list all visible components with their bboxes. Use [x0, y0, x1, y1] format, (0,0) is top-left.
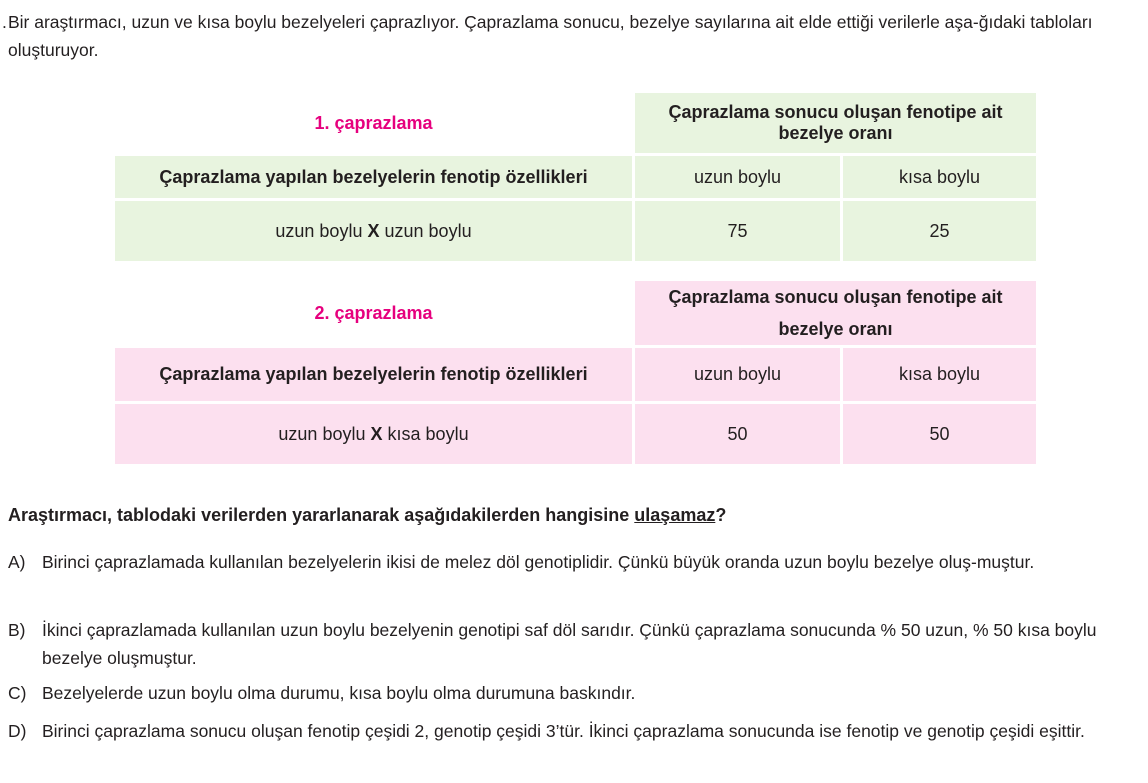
option-a[interactable]	[8, 548, 1144, 576]
intro-marker: .	[2, 12, 7, 32]
question-mark: ?	[715, 505, 727, 525]
option-b[interactable]	[8, 616, 1144, 672]
intro-text: Bir araştırmacı, uzun ve kısa boylu bezelyeleri çaprazlıyor. Çaprazlama sonucu, bezelye sayılarına ait elde ettiği verilerle aşa-ğıdaki tabloları oluşturuyor.	[8, 12, 1093, 60]
cross-sign: X	[370, 423, 383, 444]
option-text: Birinci çaprazlamada kullanılan bezelyelerin ikisi de melez döl genotiplidir. Çünkü büyük oranda uzun boylu bezelye oluş-muştur.	[42, 552, 1035, 572]
option-letter: A)	[8, 552, 26, 572]
cross-table-2	[112, 278, 1039, 467]
option-letter: D)	[8, 721, 27, 741]
cross-title: 2. çaprazlama	[115, 281, 632, 345]
option-letter: C)	[8, 683, 27, 703]
cross-table-1	[112, 90, 1039, 264]
question-emphasis: ulaşamaz	[634, 505, 716, 525]
parent-2: kısa boylu	[387, 423, 469, 444]
option-text: Birinci çaprazlama sonucu oluşan fenotip çeşidi 2, genotip çeşidi 3’tür. İkinci çaprazlama sonucunda ise fenotip ve genotip çeşidi eşittir.	[42, 721, 1085, 741]
parent-cross-cell	[115, 201, 632, 261]
option-letter: B)	[8, 620, 26, 640]
option-text: İkinci çaprazlamada kullanılan uzun boylu bezelyenin genotipi saf döl sarıdır. Çünkü çaprazlama sonucunda % 50 uzun, % 50 kısa boylu bezelye oluşmuştur.	[42, 620, 1097, 668]
option-d[interactable]	[8, 717, 1144, 745]
value-short: 50	[843, 404, 1036, 464]
parent-1: uzun boylu	[275, 220, 363, 241]
question-stem	[8, 505, 726, 526]
parent-header: Çaprazlama yapılan bezelyelerin fenotip özellikleri	[115, 348, 632, 401]
col-tall-header: uzun boylu	[635, 156, 840, 198]
result-header: Çaprazlama sonucu oluşan fenotipe ait bezelye oranı	[635, 281, 1036, 345]
col-tall-header: uzun boylu	[635, 348, 840, 401]
parent-header: Çaprazlama yapılan bezelyelerin fenotip özellikleri	[115, 156, 632, 198]
option-c[interactable]	[8, 679, 1144, 707]
option-text: Bezelyelerde uzun boylu olma durumu, kısa boylu olma durumuna baskındır.	[42, 683, 636, 703]
value-tall: 50	[635, 404, 840, 464]
col-short-header: kısa boylu	[843, 348, 1036, 401]
parent-2: uzun boylu	[384, 220, 472, 241]
value-short: 25	[843, 201, 1036, 261]
cross-sign: X	[367, 220, 380, 241]
parent-1: uzun boylu	[278, 423, 366, 444]
col-short-header: kısa boylu	[843, 156, 1036, 198]
value-tall: 75	[635, 201, 840, 261]
intro-paragraph	[2, 8, 1144, 64]
parent-cross-cell	[115, 404, 632, 464]
cross-title: 1. çaprazlama	[115, 93, 632, 153]
result-header: Çaprazlama sonucu oluşan fenotipe ait bezelye oranı	[635, 93, 1036, 153]
question-text: Araştırmacı, tablodaki verilerden yararlanarak aşağıdakilerden hangisine	[8, 505, 630, 525]
